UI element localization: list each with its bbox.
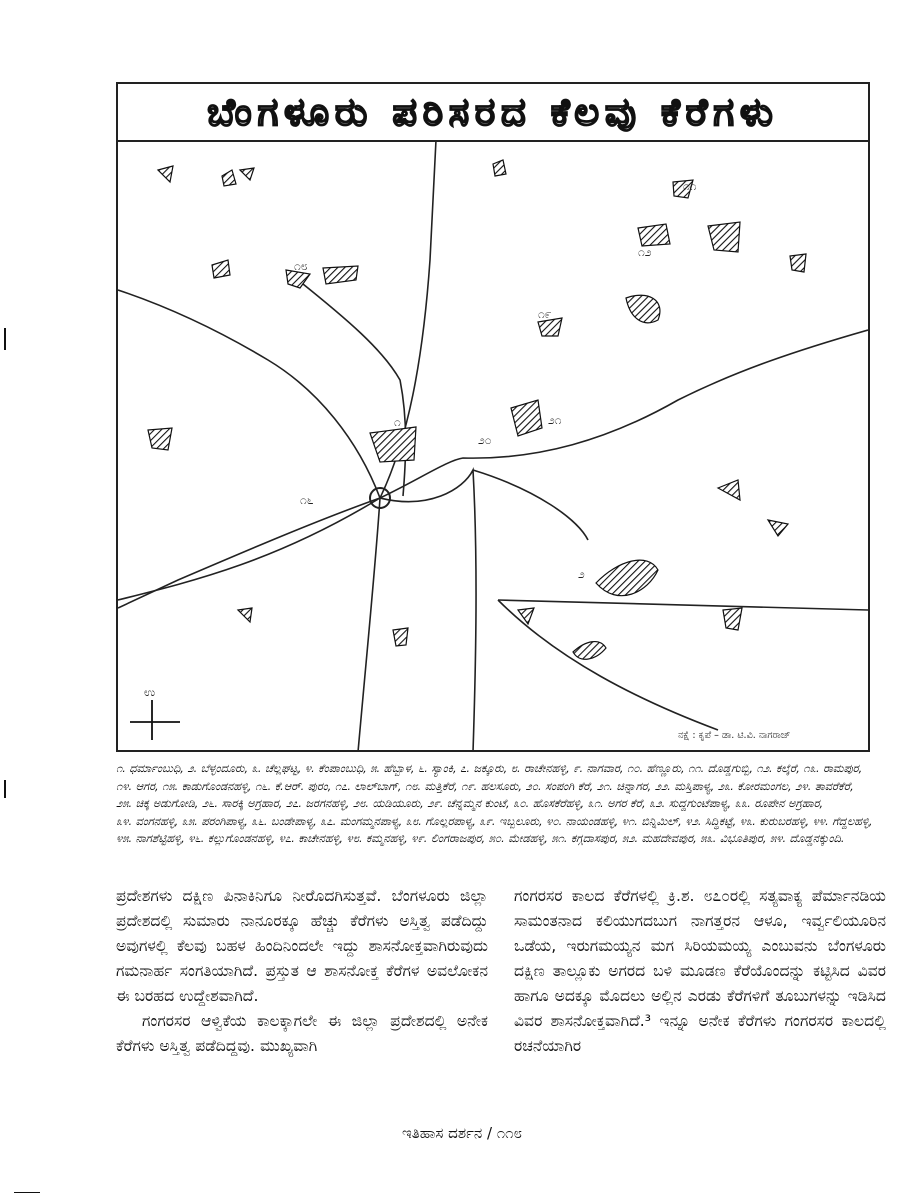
legend-item: ೩೮. ಗೊಲ್ಲರಪಾಳ್ಯ, bbox=[405, 814, 476, 828]
road bbox=[498, 600, 718, 730]
legend-item: ೩೫. ಪರಂಗಿಪಾಳ್ಯ, bbox=[181, 814, 248, 828]
lake bbox=[511, 400, 542, 436]
road bbox=[380, 470, 476, 752]
lake bbox=[768, 520, 788, 536]
roads bbox=[118, 140, 868, 752]
legend-item: ೪೧. ಬಿನ್ನಿಮಿಲ್, bbox=[621, 814, 682, 828]
lake bbox=[222, 170, 236, 186]
lake bbox=[212, 260, 230, 278]
legend-item: ೪೨. ಸಿದ್ಧಿಕಟ್ಟೆ, bbox=[685, 814, 737, 828]
scan-margin-mark bbox=[4, 328, 6, 350]
legend-item: ೨೪. ತಾವರೆಕೆರೆ, bbox=[795, 779, 854, 793]
right-column bbox=[514, 884, 886, 1059]
lake-number-label: ೧ bbox=[394, 415, 401, 429]
legend-item: ೪೭. ಕಾಚೇನಹಳ್ಳಿ, bbox=[278, 832, 343, 846]
lakes-map bbox=[116, 82, 870, 752]
legend-item: ೯. ನಾಗವಾರ, bbox=[573, 762, 624, 775]
legend-item: ೭. ಜಕ್ಕೂರು, bbox=[460, 762, 508, 775]
legend-item: ೧. ಧರ್ಮಾಂಬುಧಿ, bbox=[116, 762, 184, 775]
map-title-box bbox=[118, 84, 868, 142]
road bbox=[358, 498, 380, 752]
road bbox=[118, 290, 380, 498]
legend-item: ೪೯. ಲಿಂಗರಾಜಪುರ, bbox=[411, 832, 485, 846]
legend-item: ೩೧. ಅಗರ ಕೆರೆ, bbox=[587, 797, 646, 811]
legend-item: ೨೯. ಚೆನ್ನಮ್ಮನ ಕುಂಟೆ, bbox=[427, 797, 510, 811]
legend-item: ೩೭. ಮಂಗಮ್ಮನಪಾಳ್ಯ, bbox=[320, 814, 403, 828]
map-title: ಬೆಂಗಳೂರು ಪರಿಸರದ ಕೆಲವು ಕೆರೆಗಳು bbox=[207, 89, 779, 134]
lake-labels bbox=[294, 179, 697, 581]
legend-item: ೨೨. ಮಸ್ತಿಪಾಳ್ಯ, bbox=[654, 779, 715, 793]
road bbox=[473, 470, 588, 540]
legend-item: ೧೦. ಹೆಣ್ಣೂರು, bbox=[627, 762, 685, 775]
legend-item: ೧೮. ಮತ್ತಿಕೆರೆ, bbox=[405, 779, 458, 793]
legend-item: ೫. ಹೆಬ್ಬಾಳ, bbox=[370, 762, 415, 775]
lake bbox=[626, 295, 660, 323]
lake bbox=[596, 560, 658, 596]
lake-number-label: ೨೧ bbox=[548, 413, 562, 427]
lake bbox=[238, 608, 252, 622]
legend-item: ೨೬. ಸಾರಕ್ಕಿ ಅಗ್ರಹಾರ, bbox=[201, 797, 283, 811]
lake bbox=[158, 166, 173, 182]
legend-item: ೧೯. ಹಲಸೂರು, bbox=[461, 779, 522, 793]
paragraph: ಗಂಗರಸರ ಕಾಲದ ಕೆರೆಗಳಲ್ಲಿ ಕ್ರಿ.ಶ. ೮೭೦ರಲ್ಲಿ ಸತ್ಯವಾಕ್ಯ ಪೆರ್ಮಾನಡಿಯ ಸಾಮಂತನಾದ ಕಲಿಯುಗದಬುಗ ನಾಗತ್ತರನ ಆಳೂ, ಇರ್ವ್ವಲಿಯೂರಿನ ಒಡೆಯ, ಇರುಗಮಯ್ಯನ ಮಗ ಸಿರಿಯಮಯ್ಯ ಎಂಬುವನು ಬೆಂಗಳೂರು ದಕ್ಷಿಣ ತಾಲ್ಲೂಕು ಅಗರದ ಬಳಿ ಮೂಡಣ ಕೆರೆಯೊಂದನ್ನು ಕಟ್ಟಿಸಿದ ವಿವರ ಹಾಗೂ ಅದಕ್ಕೂ ಮೊದಲು ಅಲ್ಲಿನ ಎರಡು ಕೆರೆಗಳಿಗೆ ತೂಬುಗಳನ್ನು ಇಡಿಸಿದ ವಿವರ ಶಾಸನೋಕ್ತವಾಗಿದೆ.³ ಇನ್ನೂ ಅನೇಕ ಕೆರೆಗಳು ಗಂಗರಸರ ಕಾಲದಲ್ಲಿ ರಚನೆಯಾಗಿರ bbox=[514, 887, 886, 1055]
legend-item: ೩೪. ವಂಗನಹಳ್ಳಿ, bbox=[116, 814, 179, 828]
legend-item: ೧೬. ಕೆ.ಆರ್. ಪುರಂ, bbox=[255, 779, 332, 793]
legend-item: ೫೦. ಮೇಡಹಳ್ಳಿ, bbox=[488, 832, 548, 846]
legend-item: ೨೫. ಚಿಕ್ಕ ಅಡುಗೋಡಿ, bbox=[116, 797, 199, 811]
legend-item: ೫೨. ಮಹದೇವಪುರ, bbox=[621, 832, 697, 846]
article-body bbox=[116, 884, 886, 1059]
legend-item: ೩೬. ಬಂಡೇಪಾಳ್ಯ, bbox=[251, 814, 317, 828]
legend-item: ೪. ಕೆಂಪಾಂಬುಧಿ, bbox=[304, 762, 367, 775]
road bbox=[118, 498, 380, 608]
legend-item: ೨೭. ಜರಗನಹಳ್ಳಿ, bbox=[285, 797, 350, 811]
legend-item: ೫೧. ಕಗ್ಗದಾಸಪುರ, bbox=[551, 832, 619, 846]
road bbox=[380, 330, 868, 498]
lake-number-label: ೨೦ bbox=[478, 433, 492, 447]
legend-item: ೫೩. ವಿಭೂತಿಪುರ, bbox=[700, 832, 767, 846]
legend-item: ೧೭. ಲಾಲ್‌ಬಾಗ್, bbox=[334, 779, 402, 793]
paragraph: ಪ್ರದೇಶಗಳು ದಕ್ಷಿಣ ಪಿನಾಕಿನಿಗೂ ನೀರೊದಗಿಸುತ್ತವೆ. ಬೆಂಗಳೂರು ಜಿಲ್ಲಾ ಪ್ರದೇಶದಲ್ಲಿ ಸುಮಾರು ನಾನೂರಕ್ಕೂ ಹೆಚ್ಚು ಕೆರೆಗಳು ಅಸ್ತಿತ್ವ ಪಡೆದಿದ್ದು ಅವುಗಳಲ್ಲಿ ಕೆಲವು ಬಹಳ ಹಿಂದಿನಿಂದಲೇ ಇದ್ದು ಶಾಸನೋಕ್ತವಾಗಿರುವುದು ಗಮನಾರ್ಹ ಸಂಗತಿಯಾಗಿದೆ. ಪ್ರಸ್ತುತ ಆ ಶಾಸನೋಕ್ತ ಕೆರೆಗಳ ಅವಲೋಕನ ಈ ಬರಹದ ಉದ್ದೇಶವಾಗಿದೆ. bbox=[116, 887, 488, 1005]
legend-item: ೮. ರಾಚೇನಹಳ್ಳಿ, bbox=[510, 762, 570, 775]
legend-item: ೫೪. ದೊಡ್ಡನಕ್ಕುಂದಿ. bbox=[769, 832, 845, 846]
lake bbox=[393, 628, 408, 646]
legend-item: ೩೩. ರೂಪೇನ ಅಗ್ರಹಾರ, bbox=[734, 797, 824, 811]
scan-margin-mark bbox=[14, 1192, 40, 1193]
north-arrow bbox=[130, 700, 180, 740]
lake bbox=[708, 222, 740, 252]
lakes bbox=[148, 160, 806, 659]
legend-item: ೧೫. ಕಾಡುಗೊಂಡನಹಳ್ಳಿ, bbox=[162, 779, 252, 793]
road bbox=[298, 280, 406, 496]
legend-item: ೩೨. ಸುದ್ದಗುಂಟೆಪಾಳ್ಯ, bbox=[649, 797, 732, 811]
map-credit: ನಕ್ಷೆ : ಕೃಪೆ – ಡಾ. ಟಿ.ವಿ. ನಾಗರಾಜ್ bbox=[678, 730, 791, 741]
lake-number-label: ೧೮ bbox=[294, 259, 308, 273]
legend-item: ೩. ಚೆಲ್ಲಘಟ್ಟ, bbox=[251, 762, 302, 775]
road bbox=[498, 600, 868, 610]
lake-number-label: ೨ bbox=[578, 567, 585, 581]
left-column bbox=[116, 884, 488, 1059]
lake-number-label: ೧೯ bbox=[538, 307, 552, 321]
paragraph: ಗಂಗರಸರ ಆಳ್ವಿಕೆಯ ಕಾಲಕ್ಕಾಗಲೇ ಈ ಜಿಲ್ಲಾ ಪ್ರದೇಶದಲ್ಲಿ ಅನೇಕ ಕೆರೆಗಳು ಅಸ್ತಿತ್ವ ಪಡೆದಿದ್ದವು. ಮುಖ್ಯವಾಗಿ bbox=[116, 1012, 488, 1055]
lake bbox=[148, 428, 172, 450]
map-legend bbox=[116, 760, 876, 848]
lake bbox=[240, 168, 254, 180]
lake bbox=[790, 254, 806, 272]
legend-item: ೧೪. ಆಗರ, bbox=[116, 779, 159, 793]
lake bbox=[370, 427, 416, 462]
legend-item: ೩೦. ಹೊಸಕೆರೆಹಳ್ಳಿ, bbox=[513, 797, 585, 811]
legend-item: ೨೧. ಚಿನ್ನಾಗರ, bbox=[596, 779, 652, 793]
legend-item: ೪೫. ನಾಗಶೆಟ್ಟಿಹಳ್ಳಿ, bbox=[116, 832, 185, 846]
lake-number-label: ೧೨ bbox=[638, 245, 652, 259]
legend-item: ೨೮. ಯಡಿಯೂರು, bbox=[352, 797, 424, 811]
legend-item: ೧೩. ರಾಮಪುರ, bbox=[803, 762, 863, 775]
lake bbox=[573, 642, 606, 660]
lake bbox=[718, 480, 740, 500]
scan-margin-mark bbox=[4, 780, 6, 798]
lake-number-label: ೧೬ bbox=[300, 493, 314, 507]
north-symbol: ಉ bbox=[144, 685, 156, 699]
legend-item: ೪೦. ನಾಯಂಡಹಳ್ಳಿ, bbox=[546, 814, 619, 828]
legend-item: ೧೧. ದೊಡ್ಡಗುಬ್ಬಿ, bbox=[688, 762, 753, 775]
lake bbox=[493, 160, 506, 176]
lake-number-label: ೧೧ bbox=[683, 179, 697, 193]
legend-item: ೩೯. ಇಬ್ಬಲೂರು, bbox=[479, 814, 543, 828]
lake bbox=[323, 266, 358, 284]
legend-item: ೨೩. ಕೋರಮಂಗಲ, bbox=[717, 779, 792, 793]
legend-item: ೪೬. ಕಲ್ಲುಗೊಂಡನಹಳ್ಳಿ, bbox=[188, 832, 276, 846]
legend-item: ೨. ಬೆಳ್ಳಂದೂರು, bbox=[187, 762, 249, 775]
legend-item: ೪೪. ಗೆದ್ದಲಹಳ್ಳಿ, bbox=[812, 814, 873, 828]
legend-item: ೪೩. ಕುರುಬರಹಳ್ಳಿ, bbox=[739, 814, 810, 828]
legend-item: ೧೨. ಕಲ್ಕೆರೆ, bbox=[756, 762, 800, 775]
legend-item: ೬. ಸ್ಯಾಂಕಿ, bbox=[417, 762, 457, 775]
map-canvas bbox=[118, 140, 868, 752]
legend-item: ೨೦. ಸಂಪಂಗಿ ಕೆರೆ, bbox=[525, 779, 594, 793]
legend-item: ೪೮. ಕಮ್ಮನಹಳ್ಳಿ, bbox=[346, 832, 408, 846]
page-footer: ಇತಿಹಾಸ ದರ್ಶನ / ೧೧೮ bbox=[402, 1124, 522, 1142]
lake bbox=[723, 608, 742, 630]
lake bbox=[638, 224, 670, 246]
